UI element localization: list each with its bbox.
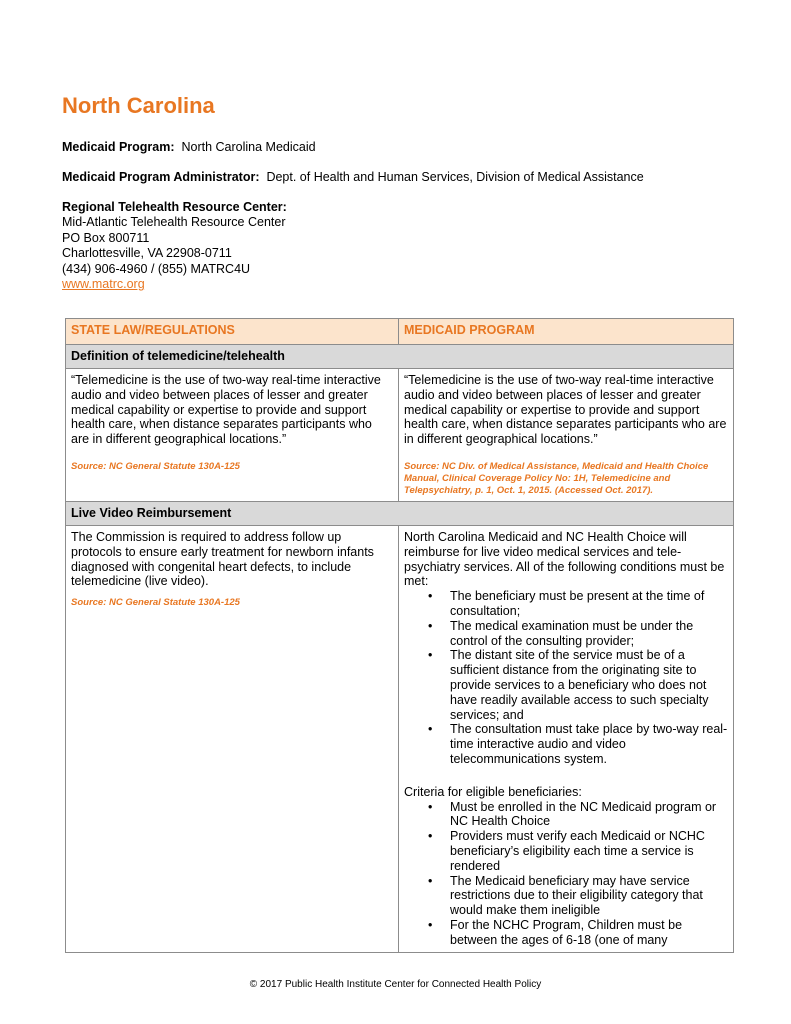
section-heading-definition: Definition of telemedicine/telehealth xyxy=(66,345,734,369)
definition-medicaid-source: Source: NC Div. of Medical Assistance, Medicaid and Health Choice Manual, Clinical Coverage Policy No: 1H, Telemedicine and Telepsychiatry, p. 1, Oct. 1, 2015. (Accessed Oct. 2017). xyxy=(404,460,709,496)
list-item: • The medical examination must be under the control of the consulting provider; xyxy=(450,619,728,649)
definition-state-cell xyxy=(66,369,399,502)
medicaid-program-line xyxy=(62,140,316,155)
list-item: • The distant site of the service must be of a sufficient distance from the originating site to provide services to a beneficiary who does not have readily available access to such specialty services; and xyxy=(450,648,728,722)
table-row xyxy=(66,369,734,502)
criteria-heading: Criteria for eligible beneficiaries: xyxy=(404,784,582,799)
live-video-state-cell xyxy=(66,525,399,952)
rtrc-label: Regional Telehealth Resource Center: xyxy=(62,200,287,214)
administrator-label: Medicaid Program Administrator: xyxy=(62,170,260,184)
column-header-state: STATE LAW/REGULATIONS xyxy=(66,319,399,345)
rtrc-block xyxy=(62,200,287,292)
page-title: North Carolina xyxy=(62,93,215,118)
definition-state-text: “Telemedicine is the use of two-way real-time interactive audio and video between places of lesser and greater medical capability or expertise to provide and support health care, when distance separates participants who are in different geographical locations.” xyxy=(71,373,381,447)
medicaid-program-value: North Carolina Medicaid xyxy=(181,140,316,154)
live-video-medicaid-cell xyxy=(399,525,734,952)
live-video-state-source: Source: NC General Statute 130A-125 xyxy=(71,597,240,609)
definition-medicaid-cell xyxy=(399,369,734,502)
page-footer: © 2017 Public Health Institute Center for Connected Health Policy xyxy=(249,979,542,990)
section-heading-live-video: Live Video Reimbursement xyxy=(66,501,734,525)
administrator-value: Dept. of Health and Human Services, Division of Medical Assistance xyxy=(266,170,644,184)
conditions-list xyxy=(404,589,728,767)
rtrc-website-link[interactable]: www.matrc.org xyxy=(62,277,145,292)
definition-medicaid-text: “Telemedicine is the use of two-way real-time interactive audio and video between places of lesser and greater medical capability or expertise to provide and support health care, when distance separates participants who are in different geographical locations.” xyxy=(404,373,727,447)
definition-state-source: Source: NC General Statute 130A-125 xyxy=(71,460,240,472)
list-item: • The consultation must take place by two-way real-time interactive audio and video telecommunications system. xyxy=(450,722,728,766)
rtrc-city: Charlottesville, VA 22908-0711 xyxy=(62,246,232,261)
column-header-medicaid: MEDICAID PROGRAM xyxy=(399,319,734,345)
live-video-medicaid-intro: North Carolina Medicaid and NC Health Choice will reimburse for live video medical services and tele-psychiatry services. All of the following conditions must be met: xyxy=(404,529,725,589)
medicaid-program-label: Medicaid Program: xyxy=(62,140,175,154)
list-item: • For the NCHC Program, Children must be between the ages of 6-18 (one of many xyxy=(450,918,728,948)
rtrc-phone: (434) 906-4960 / (855) MATRC4U xyxy=(62,261,251,276)
rtrc-po-box: PO Box 800711 xyxy=(62,230,150,245)
criteria-list xyxy=(404,800,728,948)
rtrc-name: Mid-Atlantic Telehealth Resource Center xyxy=(62,215,286,230)
policy-table xyxy=(65,318,734,953)
table-row xyxy=(66,525,734,952)
list-item: • Providers must verify each Medicaid or NCHC beneficiary’s eligibility each time a service is rendered xyxy=(450,829,728,873)
list-item: • The beneficiary must be present at the time of consultation; xyxy=(450,589,728,619)
list-item: • Must be enrolled in the NC Medicaid program or NC Health Choice xyxy=(450,800,728,830)
live-video-state-text: The Commission is required to address follow up protocols to ensure early treatment for newborn infants diagnosed with congenital heart defects, to include telemedicine (live video). xyxy=(71,529,374,589)
administrator-line xyxy=(62,170,644,185)
list-item: • The Medicaid beneficiary may have service restrictions due to their eligibility category that would make them ineligible xyxy=(450,874,728,918)
